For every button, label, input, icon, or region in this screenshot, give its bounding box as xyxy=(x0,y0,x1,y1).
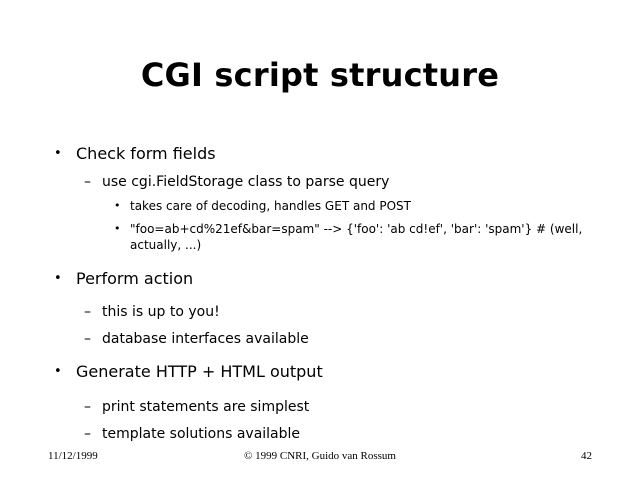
dash-icon: – xyxy=(84,426,91,442)
list-item-label: Generate HTTP + HTML output xyxy=(76,362,323,381)
slide-footer xyxy=(0,450,640,466)
list-item-label: use cgi.FieldStorage class to parse query xyxy=(102,174,390,190)
list-item xyxy=(48,303,608,321)
bullet-icon: • xyxy=(54,364,62,379)
list-item xyxy=(48,269,608,289)
list-item xyxy=(48,398,608,416)
bullet-icon: • xyxy=(54,271,62,286)
list-item xyxy=(48,144,608,164)
dash-icon: – xyxy=(84,399,91,415)
list-item-label: database interfaces available xyxy=(102,331,309,347)
dash-icon: – xyxy=(84,304,91,320)
bullet-icon: • xyxy=(114,199,121,212)
dash-icon: – xyxy=(84,174,91,190)
list-item-label: Perform action xyxy=(76,269,194,288)
list-item-label: print statements are simplest xyxy=(102,399,310,415)
list-item xyxy=(48,198,608,214)
dash-icon: – xyxy=(84,331,91,347)
slide-body xyxy=(48,133,608,443)
bullet-icon: • xyxy=(54,146,62,161)
bullet-icon: • xyxy=(114,222,121,235)
list-item-label: takes care of decoding, handles GET and POST xyxy=(130,199,411,213)
list-item-label: template solutions available xyxy=(102,426,301,442)
list-item xyxy=(48,173,608,191)
page-title: CGI script structure xyxy=(140,56,500,94)
list-item xyxy=(48,330,608,348)
list-item xyxy=(48,221,608,253)
footer-page-number: 42 xyxy=(581,450,592,462)
list-item xyxy=(48,425,608,443)
footer-date: 11/12/1999 xyxy=(48,450,98,462)
list-item-label: "foo=ab+cd%21ef&bar=spam" --> {'foo': 'ab cd!ef', 'bar': 'spam'} # (well, actually, ...) xyxy=(130,222,583,252)
footer-copyright: © 1999 CNRI, Guido van Rossum xyxy=(244,450,396,462)
list-item-label: Check form fields xyxy=(76,144,216,163)
list-item-label: this is up to you! xyxy=(102,304,220,320)
list-item xyxy=(48,362,608,382)
